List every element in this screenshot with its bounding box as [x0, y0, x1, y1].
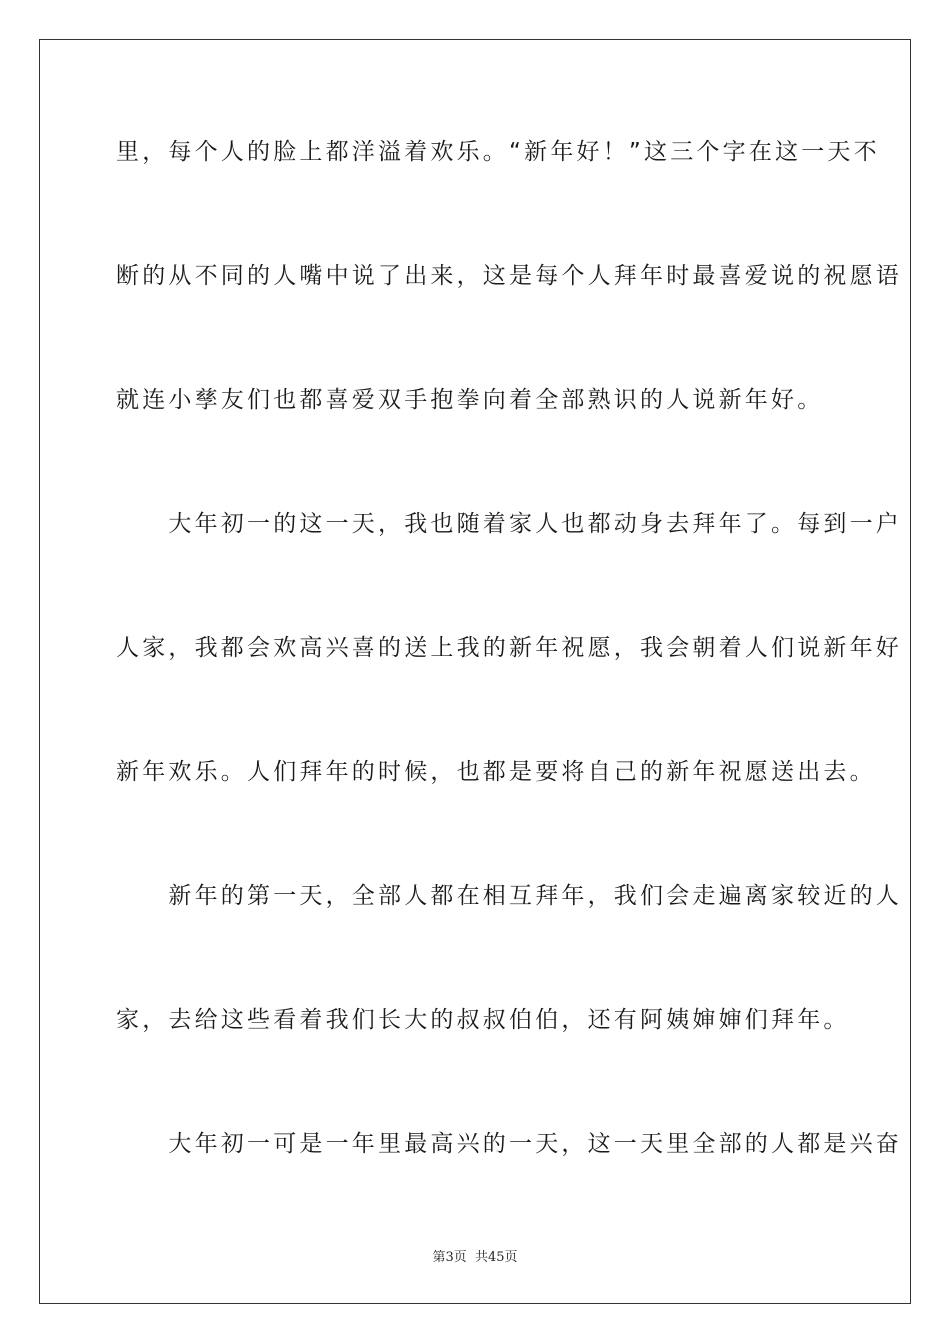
text-line: 断的从不同的人嘴中说了出来，这是每个人拜年时最喜爱说的祝愿语: [116, 263, 902, 289]
page-footer: [0, 1246, 950, 1265]
text-line: 新年欢乐。人们拜年的时候，也都是要将自己的新年祝愿送出去。: [116, 759, 876, 785]
text-line: 家，去给这些看着我们长大的叔叔伯伯，还有阿姨婶婶们拜年。: [116, 1007, 850, 1033]
page-frame: [39, 39, 911, 1304]
page-number: 第3页: [432, 1250, 467, 1265]
text-line: 人家，我都会欢高兴喜的送上我的新年祝愿，我会朝着人们说新年好: [116, 635, 902, 661]
text-line: 大年初一的这一天，我也随着家人也都动身去拜年了。每到一户: [116, 511, 902, 537]
page-total: 共45页: [474, 1250, 518, 1265]
text-line: 大年初一可是一年里最高兴的一天，这一天里全部的人都是兴奋: [116, 1131, 902, 1157]
text-line: 就连小孳友们也都喜爱双手抱拳向着全部熟识的人说新年好。: [116, 387, 824, 413]
text-line: 新年的第一天，全部人都在相互拜年，我们会走遍离家较近的人: [116, 883, 902, 909]
text-line: 里，每个人的脸上都洋溢着欢乐。“新年好！”这三个字在这一天不: [116, 139, 880, 165]
